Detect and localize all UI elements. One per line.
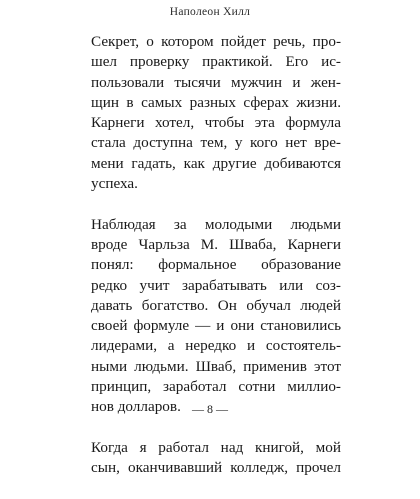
body-text	[91, 32, 341, 499]
text-line: успеха.	[91, 175, 138, 193]
page-number: — 8 —	[192, 402, 228, 416]
text-line: Секрет, о котором пойдет речь, про-	[91, 33, 341, 50]
paragraph-1	[91, 32, 341, 194]
text-line: Карнеги хотел, чтобы эта формула	[91, 114, 341, 132]
text-line: сын, оканчивавший колледж, прочел	[91, 459, 341, 477]
text-line: нов долларов.	[91, 398, 181, 416]
text-line: стала доступна тем, у кого нет вре-	[91, 134, 341, 152]
text-line: ными людьми. Шваб, применив этот	[91, 357, 341, 375]
text-line: давать богатство. Он обучал людей	[91, 296, 341, 314]
paragraph-3	[91, 438, 341, 479]
running-head: Наполеон Хилл	[169, 6, 251, 18]
text-line: лидерами, а нередко и состоятель-	[91, 337, 341, 355]
text-line: своей формуле — и они становились	[91, 317, 341, 335]
text-line: Наблюдая за молодыми людьми	[91, 215, 341, 233]
text-line: Когда я работал над книгой, мой	[91, 438, 341, 456]
text-line: шел проверку практикой. Его ис-	[91, 53, 341, 71]
text-line: принцип, заработал сотни миллио-	[91, 378, 341, 396]
paragraph-2	[91, 215, 341, 418]
text-line: вроде Чарльза М. Шваба, Карнеги	[91, 235, 341, 253]
text-line: щин в самых разных сферах жизни.	[91, 93, 341, 111]
text-line: редко учит зарабатывать или соз-	[91, 276, 341, 294]
text-line: мени гадать, как другие добиваются	[91, 154, 341, 172]
text-line: пользовали тысячи мужчин и жен-	[91, 73, 341, 91]
text-line: понял: формальное образование	[91, 256, 341, 274]
